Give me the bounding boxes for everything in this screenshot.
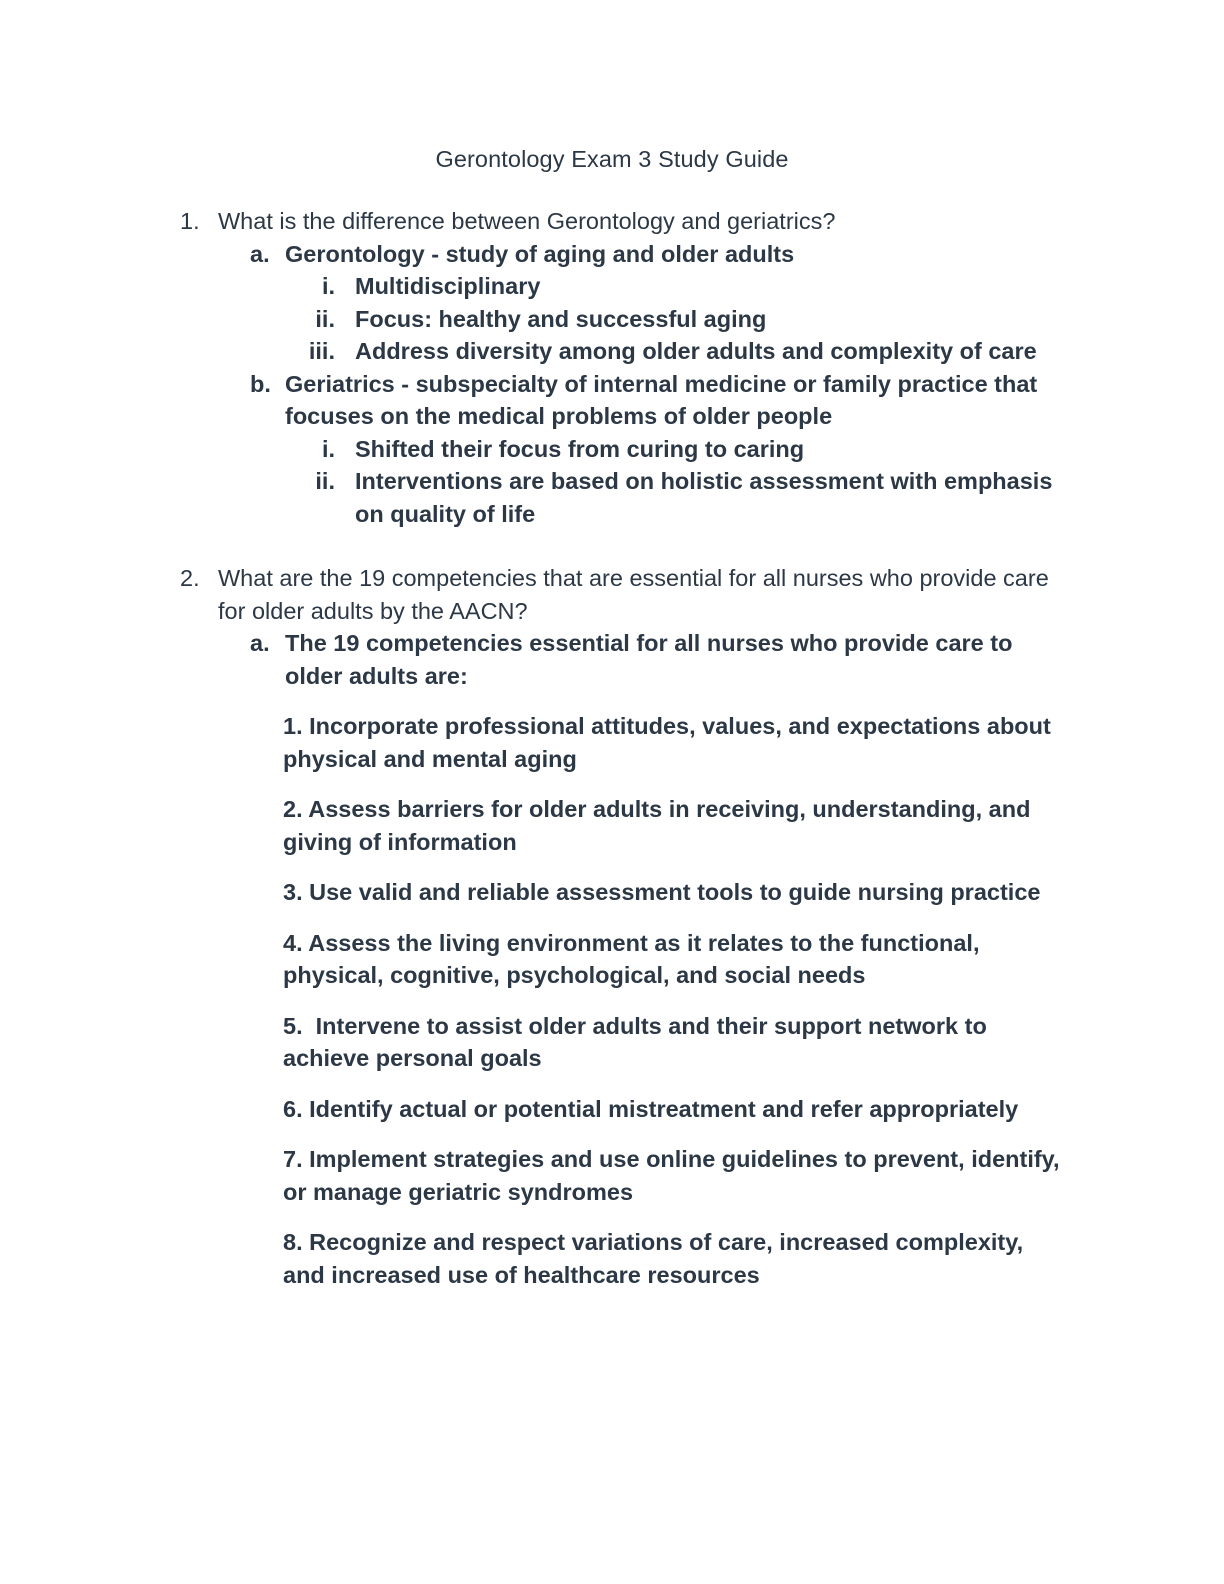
competency-item-8: 8. Recognize and respect variations of care, increased complexity, and increased use of healthcare resources (283, 1229, 1030, 1288)
list-marker-1b: b. (250, 370, 271, 397)
paragraph-gap (0, 1208, 1224, 1226)
list-item-1a-iii (0, 335, 1224, 368)
item-2a-text: The 19 competencies essential for all nurses who provide care to older adults are: (285, 630, 1013, 689)
paragraph-gap (0, 858, 1224, 876)
competency-item-7: 7. Implement strategies and use online guidelines to prevent, identify, or manage geriatric syndromes (283, 1146, 1067, 1205)
document-body (0, 205, 1224, 1291)
list-item-question-2 (0, 562, 1224, 627)
list-marker-2: 2. (180, 565, 200, 591)
competency-item-4: 4. Assess the living environment as it relates to the functional, physical, cognitive, psychological, and social needs (283, 929, 987, 988)
list-item-1a (0, 238, 1224, 271)
list-item-1b (0, 368, 1224, 433)
list-marker-1b-ii: ii. (315, 468, 335, 494)
item-1a-ii-text: Focus: healthy and successful aging (355, 305, 767, 332)
list-marker-1a: a. (250, 240, 270, 267)
list-marker-1a-i: i. (321, 273, 335, 299)
item-1b-ii-text: Interventions are based on holistic assessment with emphasis on quality of life (355, 468, 1053, 527)
question-2-text: What are the 19 competencies that are essential for all nurses who provide care for older adults by the AACN? (218, 565, 1049, 624)
question-1-text: What is the difference between Gerontology and geriatrics? (218, 208, 836, 234)
paragraph-gap (0, 692, 1224, 710)
block-gap (0, 530, 1224, 562)
paragraph-gap (0, 992, 1224, 1010)
paragraph-gap (0, 1125, 1224, 1143)
list-marker-1: 1. (180, 208, 200, 234)
list-item-2a (0, 627, 1224, 692)
item-1b-text: Geriatrics - subspecialty of internal medicine or family practice that focuses on the medical problems of older people (285, 370, 1038, 429)
list-marker-2a: a. (250, 630, 270, 656)
list-item-1a-ii (0, 303, 1224, 336)
competency-item-6: 6. Identify actual or potential mistreatment and refer appropriately (283, 1095, 1019, 1122)
item-1a-iii-text: Address diversity among older adults and complexity of care (355, 338, 1037, 364)
list-item-1b-ii (0, 465, 1224, 530)
competency-item-3: 3. Use valid and reliable assessment tools to guide nursing practice (283, 879, 1041, 905)
list-marker-1a-ii: ii. (315, 305, 335, 332)
competency-item-5: 5. Intervene to assist older adults and their support network to achieve personal goals (283, 1012, 994, 1071)
list-marker-1b-i: i. (321, 435, 335, 462)
item-1a-i-text: Multidisciplinary (355, 273, 541, 299)
competency-item-2: 2. Assess barriers for older adults in receiving, understanding, and giving of information (283, 796, 1037, 855)
item-1a-text: Gerontology - study of aging and older adults (285, 240, 795, 267)
paragraph-gap (0, 909, 1224, 927)
competency-item-1: 1. Incorporate professional attitudes, values, and expectations about physical and mental aging (283, 713, 1058, 772)
list-item-question-1 (0, 205, 1224, 238)
page-title: Gerontology Exam 3 Study Guide (435, 146, 789, 172)
list-item-1a-i (0, 270, 1224, 303)
list-item-1b-i (0, 433, 1224, 466)
paragraph-gap (0, 1075, 1224, 1093)
paragraph-gap (0, 775, 1224, 793)
item-1b-i-text: Shifted their focus from curing to caring (355, 435, 805, 462)
list-marker-1a-iii: iii. (308, 338, 335, 364)
